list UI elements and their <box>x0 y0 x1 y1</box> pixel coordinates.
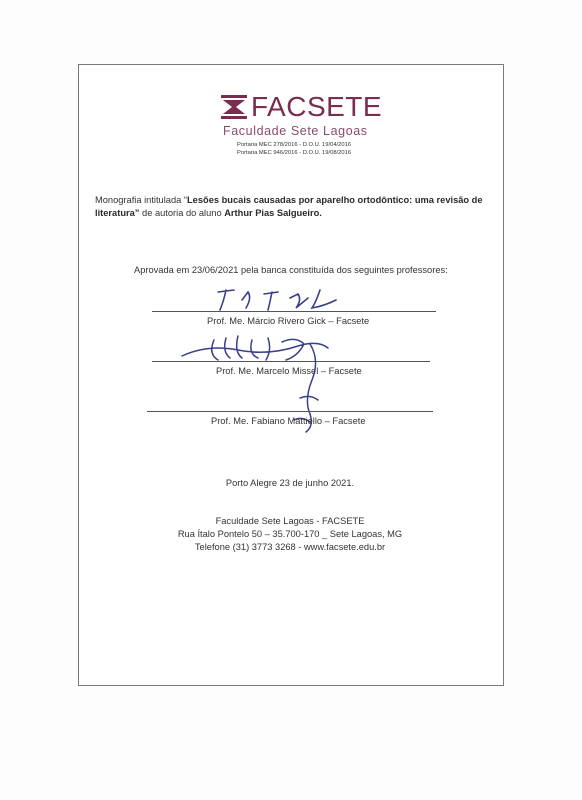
examiner-2: Prof. Me. Marcelo Missel – Facsete <box>216 366 362 376</box>
signature-1 <box>212 284 352 314</box>
footer-address: Rua Ítalo Pontelo 50 – 35.700-170 _ Sete Lagoas, MG <box>177 529 403 539</box>
statement-prefix: Monografia intitulada “ <box>95 195 187 205</box>
examiner-3: Prof. Me. Fabiano Mattiello – Facsete <box>211 416 366 426</box>
signature-line-1 <box>152 311 436 312</box>
examiner-1: Prof. Me. Márcio Rivero Gick – Facsete <box>207 316 370 326</box>
author-name: Arthur Pias Salgueiro. <box>224 208 322 218</box>
portaria-line-1: Portaria MEC 278/2016 - D.O.U. 19/04/2016 <box>237 142 352 148</box>
portaria-line-2: Portaria MEC 946/2016 - D.O.U. 19/08/2016 <box>237 150 352 156</box>
facsete-logo <box>221 91 383 162</box>
approval-text: Aprovada em 23/06/2021 pela banca constituída dos seguintes professores: <box>134 265 448 275</box>
footer-institution: Faculdade Sete Lagoas - FACSETE <box>215 516 365 526</box>
monograph-title: Lesões bucais causadas por aparelho ortodôntico: uma revisão de literatura” <box>95 195 483 218</box>
logo-subtitle: Faculdade Sete Lagoas <box>223 124 368 138</box>
place-date: Porto Alegre 23 de junho 2021. <box>225 478 355 488</box>
monograph-statement <box>95 194 495 220</box>
signature-line-3 <box>147 411 433 412</box>
statement-middle: de autoria do aluno <box>139 208 225 218</box>
footer-contact: Telefone (31) 3773 3268 - www.facsete.edu.br <box>194 542 386 552</box>
facsete-mark-icon <box>221 95 247 119</box>
logo-name: FACSETE <box>251 91 383 122</box>
